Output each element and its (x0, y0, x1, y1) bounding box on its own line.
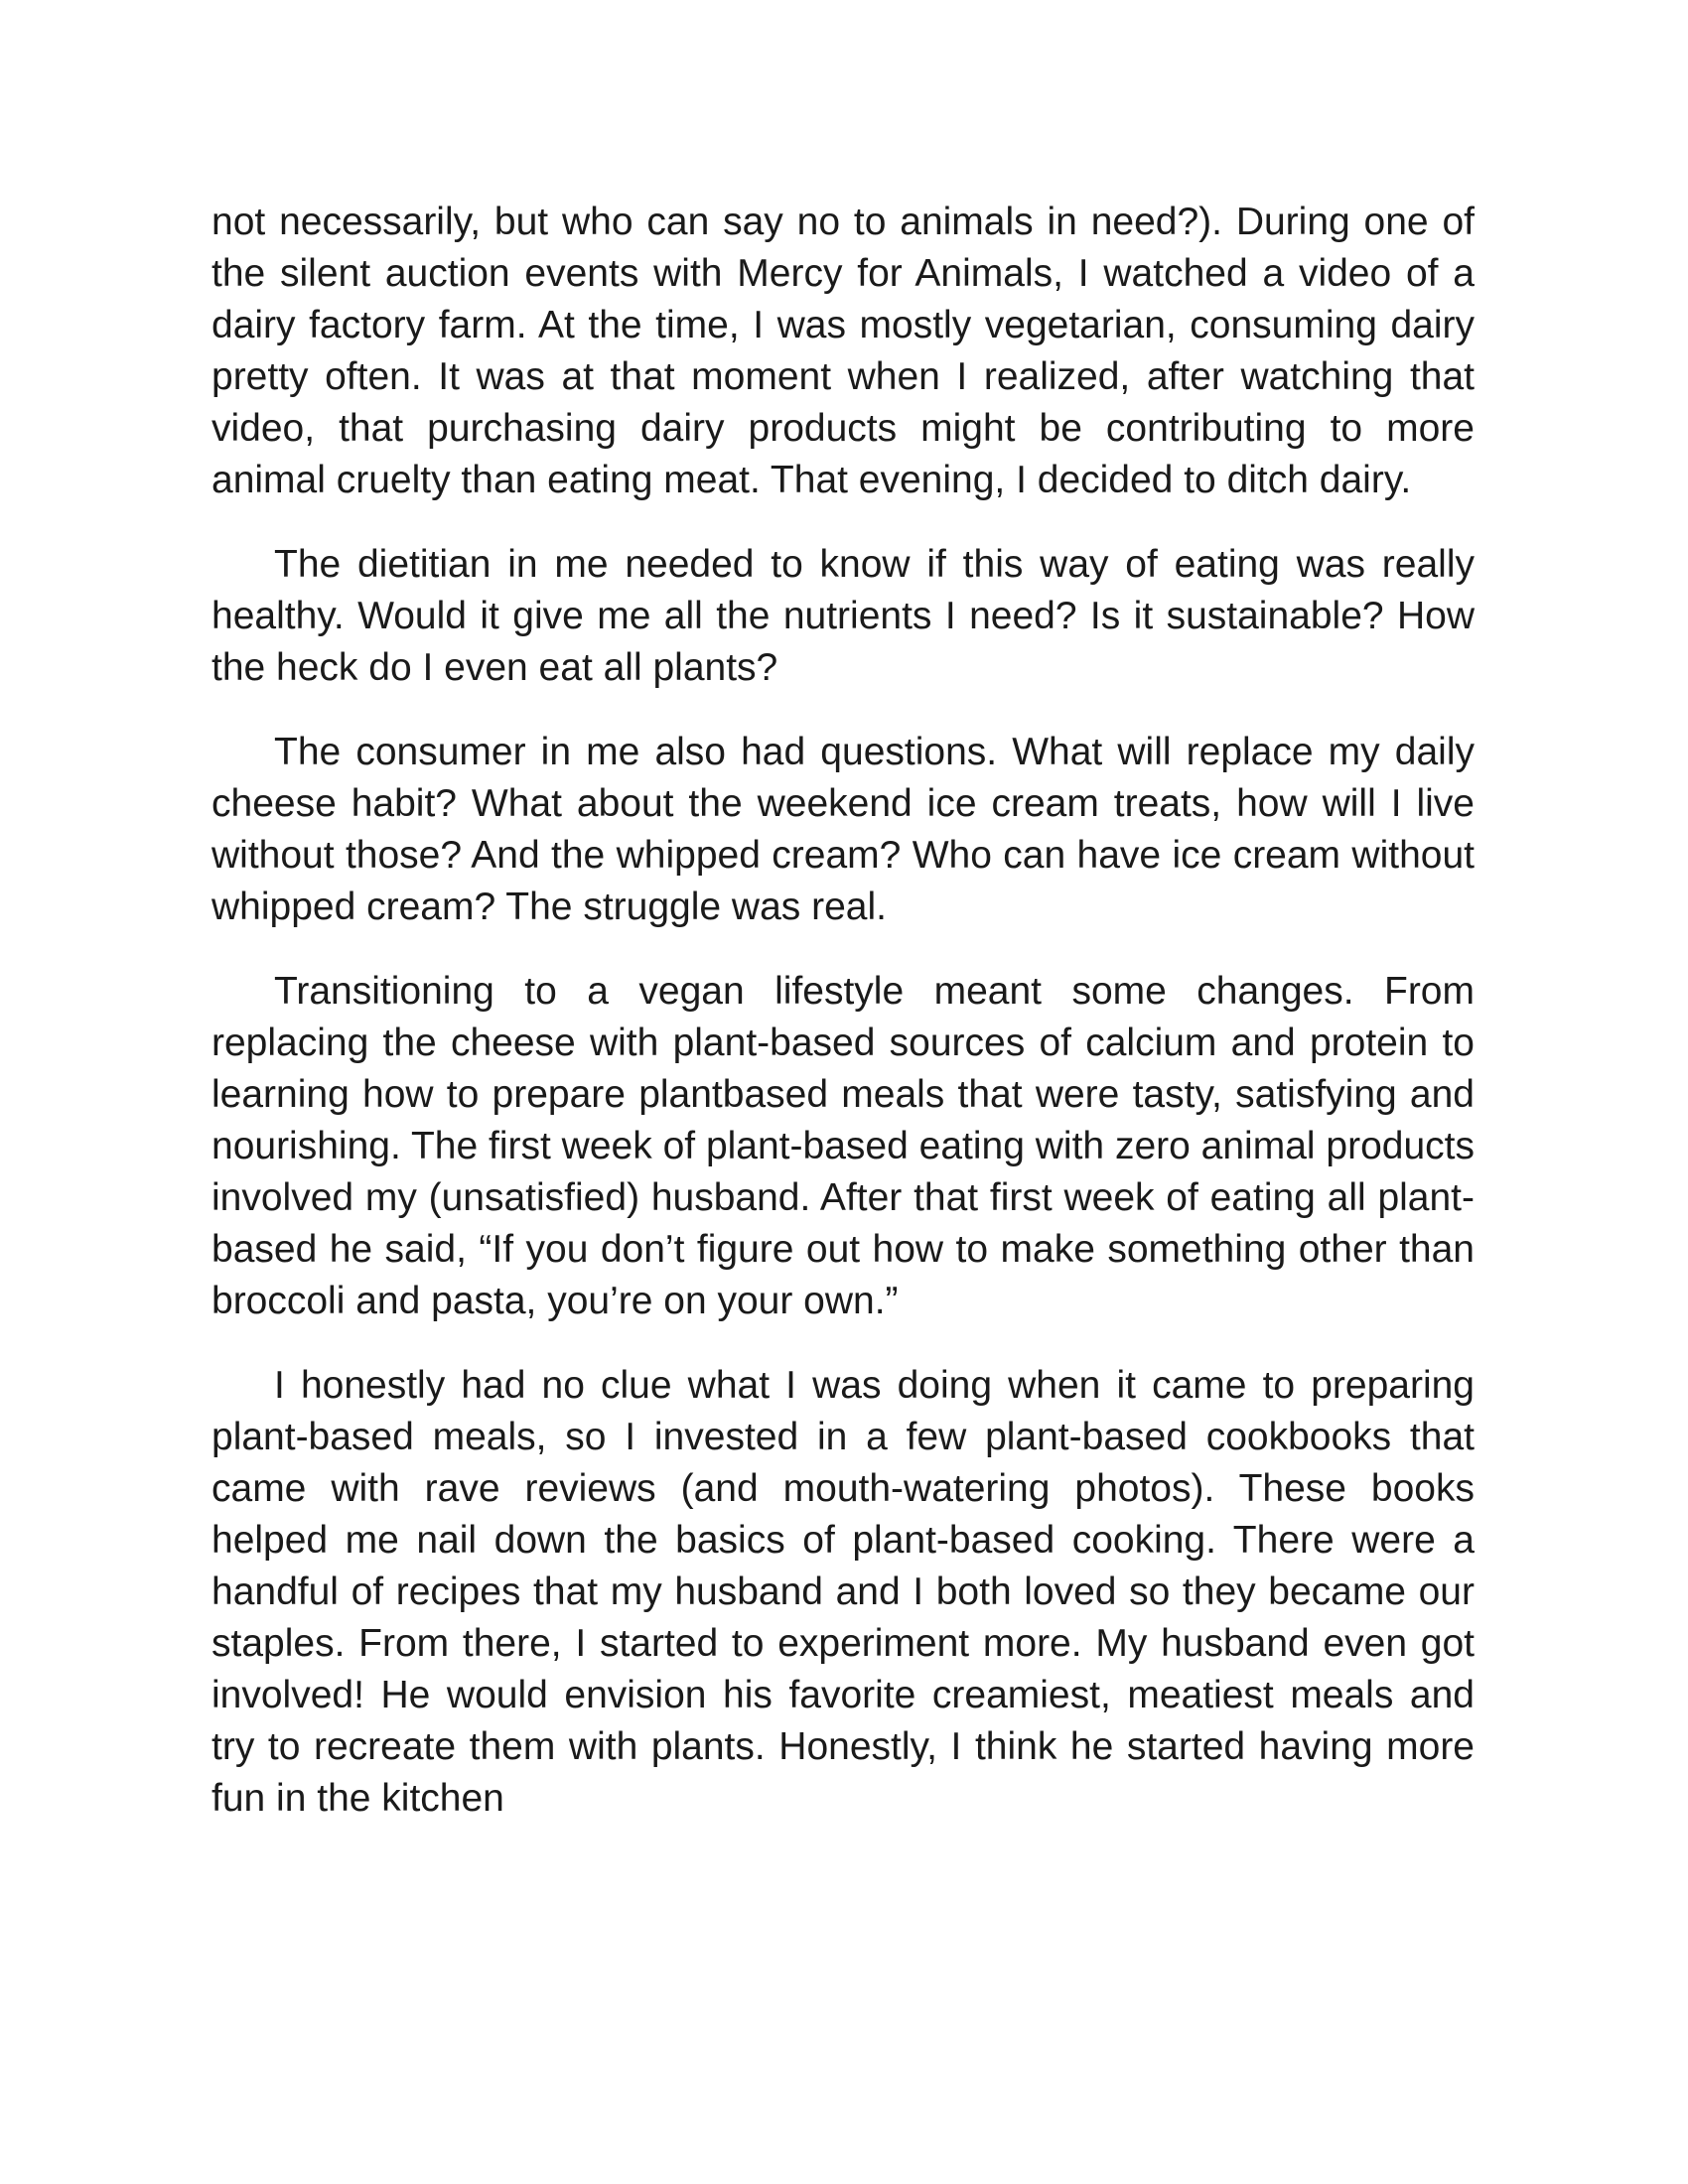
paragraph-1: not necessarily, but who can say no to animals in need?). During one of the silent auction events with Mercy for Animals, I watched a video of a dairy factory farm. At the time, I was mostly vegetarian, consuming dairy pretty often. It was at that moment when I realized, after watching that video, that purchasing dairy products might be contributing to more animal cruelty than eating meat. That evening, I decided to ditch dairy. (211, 201, 1475, 501)
paragraph-2: The dietitian in me needed to know if this way of eating was really healthy. Would it give me all the nutrients I need? Is it sustainable? How the heck do I even eat all plants? (211, 543, 1475, 689)
paragraph-5: I honestly had no clue what I was doing when it came to preparing plant-based meals, so I invested in a few plant-based cookbooks that came with rave reviews (and mouth-watering photos). These books helped me nail down the basics of plant-based cooking. There were a handful of recipes that my husband and I both loved so they became our staples. From there, I started to experiment more. My husband even got involved! He would envision his favorite creamiest, meatiest meals and try to recreate them with plants. Honestly, I think he started having more fun in the kitchen (211, 1364, 1475, 1820)
body-text (211, 197, 1475, 1825)
paragraph-4: Transitioning to a vegan lifestyle meant some changes. From replacing the cheese with plant-based sources of calcium and protein to learning how to prepare plantbased meals that were tasty, satisfying and nourishing. The first week of plant-based eating with zero animal products involved my (unsatisfied) husband. After that first week of eating all plant-based he said, “If you don’t figure out how to make something other than broccoli and pasta, you’re on your own.” (211, 970, 1475, 1322)
paragraph-3: The consumer in me also had questions. What will replace my daily cheese habit? What about the weekend ice cream treats, how will I live without those? And the whipped cream? Who can have ice cream without whipped cream? The struggle was real. (211, 731, 1475, 928)
